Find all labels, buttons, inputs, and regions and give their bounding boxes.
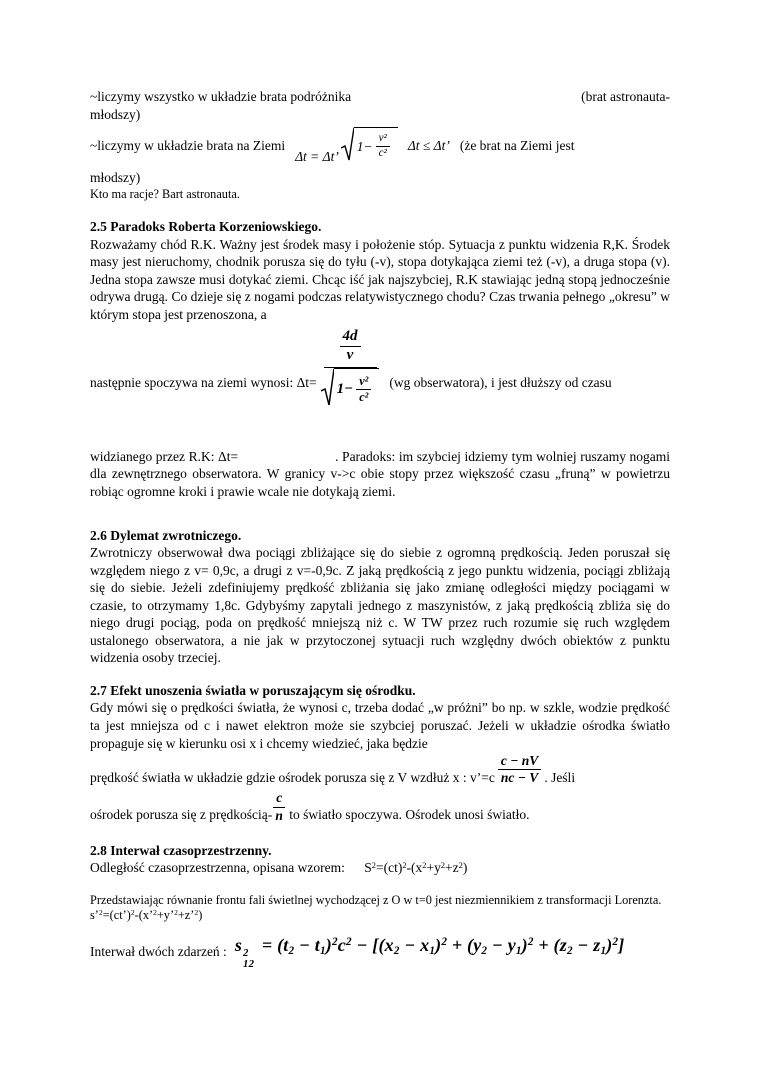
lorentz-paragraph (90, 893, 670, 924)
intro-line3-text: ~liczymy w układzie brata na Ziemi (90, 138, 286, 154)
intro-line2: młodszy) (90, 106, 141, 122)
intro-line5: Kto ma racje? Bart astronauta. (90, 186, 240, 201)
inequality-formula: Δt ≤ Δt’ (407, 138, 450, 154)
fraction-denominator: v (346, 347, 354, 364)
section-2-6-body: Zwrotniczy obserwował dwa pociągi zbliżające się do siebie z ogromną prędkością. Jeden poruszał się względem niego z v= 0,9c, a drugi z v=-0,9c. Z jaką prędkością z jego punktu widzenia, pociągi zbliżają się do siebie. Jeżeli zdefiniujemy prędkość zbliżania się jako zmianę odległości między pociągami w czasie, to otrzymamy 1,8c. Gdybyśmy zapytali jednego z maszynistów, z jaką prędkością zbliża się do niego drugi pociąg, poda on prędkość mniejszą niż c. W TW przez ruch rozumie się ruch względem ustalonego obserwatora, a nie jak w przytoczonej sytuacji ruch względny dwóch obiektów z punktu widzenia osoby trzeciej. (90, 545, 670, 666)
radicand-pre: 1− (356, 138, 373, 154)
section-2-5-heading: 2.5 Paradoks Roberta Korzeniowskiego. (90, 219, 322, 235)
period-formula (321, 329, 380, 406)
intro-paragraph (90, 88, 670, 202)
spacetime-distance-formula: $S^2=(ct)^2-(x^2+y^2+z^2)$ (364, 860, 468, 876)
intro-line1 (90, 88, 670, 106)
square-root (341, 127, 398, 161)
intro-line1-left: ~liczymy wszystko w układzie brata podróżnika (90, 89, 352, 104)
paradox-pre: widzianego przez R.K: Δt= (90, 448, 239, 464)
rest-line-pre: ośrodek porusza się z prędkością- (90, 807, 273, 823)
distance-line-pre: Odległość czasoprzestrzenna, opisana wzorem: (90, 860, 345, 876)
period-line-pre: następnie spoczywa na ziemi wynosi: Δt= (90, 375, 317, 391)
wavefront-formula: s’$^2$=(ct’)$^2$-(x’$^2$+y’$^2$+z’$^2$) (90, 908, 203, 923)
time-dilation-formula (295, 127, 398, 166)
c-over-n-formula (273, 791, 285, 822)
paradox-post: . Paradoks: im szybciej idziemy tym wolniej ruszamy nogami dla zewnętrznego obserwatora. W granicy v->c obie stopy przez większość czasu „fruną” w powietrzu robiąc ogromne kroki i prawie wcale nie dotykają ziemi. (90, 448, 671, 499)
light-speed-formula-line (90, 754, 670, 786)
square-root (321, 368, 380, 406)
radical-sign-icon (321, 368, 334, 406)
intro-line1-right: (brat astronauta- (581, 89, 670, 104)
speed-line-pre: prędkość światła w układzie gdzie ośrodek porusza się z V wzdłuż x : v’=c (90, 769, 495, 785)
fraction-denominator: n (275, 807, 283, 823)
paradox-paragraph (90, 448, 670, 501)
fraction-numerator: 4d (340, 329, 361, 347)
radicand (354, 127, 398, 161)
section-2-6-heading: 2.6 Dylemat zwrotniczego. (90, 527, 242, 543)
interval-line (90, 934, 670, 971)
section-2-5-body: Rozważamy chód R.K. Ważny jest środek masy i położenie stóp. Sytuacja z punktu widzenia R,K. Środek masy jest nieruchomy, chodnik porusza się do tyłu (-v), stopa dotykająca ziemi też (-v), a druga stopa (v). Jedna stopa zawsze musi dotykać ziemi. Chcąc iść jak najszybciej, R.K stawiając jedną stopą jednocześnie odrywa drugą. Co dzieje się z nogami podczas relatywistycznego chodu? Czas trwania pełnego „okresu” w którym stopa jest przenoszona, a (90, 236, 670, 322)
rest-line-post: to światło spoczywa. Ośrodek unosi światło. (289, 807, 530, 823)
fraction-numerator: c (273, 791, 285, 807)
fraction-numerator: v² (356, 375, 371, 390)
fraction-4d-v (340, 329, 361, 364)
intro-line3 (90, 123, 670, 169)
interval-formula: s 2 12 = $(t_2 - t_1)^2c^2 - [(x_2 - x_1)^2 + (y_2 - y_1)^2 + (z_2 - z_1)^2]$ (234, 934, 625, 971)
time-dilation-lhs: Δt = Δt’ (295, 148, 338, 164)
fraction-v2-c2 (356, 375, 371, 404)
interval-label: Interwał dwóch zdarzeń : (90, 944, 227, 960)
fraction-denominator: c² (378, 146, 387, 159)
drag-formula (498, 754, 541, 785)
section-2-7-heading: 2.7 Efekt unoszenia światła w poruszającym się ośrodku. (90, 682, 416, 698)
intro-line4: młodszy) (90, 170, 141, 186)
section-2-7-body: Gdy mówi się o prędkości światła, że wynosi c, trzeba dodać „w próżni” bo np. w szkle, wodzie prędkość ta jest mniejsza od c i nawet elektron może sie szybciej poruszać. Jeżeli w układzie ośrodka światło propaguje się w kierunku osi x i chcemy wiedzieć, jaka będzie (90, 700, 670, 751)
radical-sign-icon (341, 127, 354, 161)
section-2-8-heading: 2.8 Interwał czasoprzestrzenny. (90, 842, 272, 858)
fraction-denominator: c² (359, 389, 369, 404)
lorentz-text: Przedstawiając równanie frontu fali świetlnej wychodzącej z O w t=0 jest niezmiennikiem z transformacji Lorenzta. (90, 892, 662, 907)
period-formula-line (90, 328, 670, 404)
period-formula-numerator (324, 329, 377, 368)
fraction-denominator: nc − V (500, 770, 539, 786)
distance-line (90, 859, 670, 877)
fraction-numerator: c − nV (498, 754, 541, 770)
fraction-v2-c2 (376, 133, 390, 159)
radicand-pre: 1− (336, 380, 354, 397)
period-line-post: (wg obserwatora), i jest dłuższy od czasu (389, 375, 612, 391)
radicand (334, 368, 380, 406)
fraction-numerator: v² (376, 133, 390, 147)
medium-rest-line (90, 791, 670, 823)
speed-line-post: . Jeśli (544, 769, 576, 785)
intro-line3-post: (że brat na Ziemi jest (459, 138, 575, 154)
